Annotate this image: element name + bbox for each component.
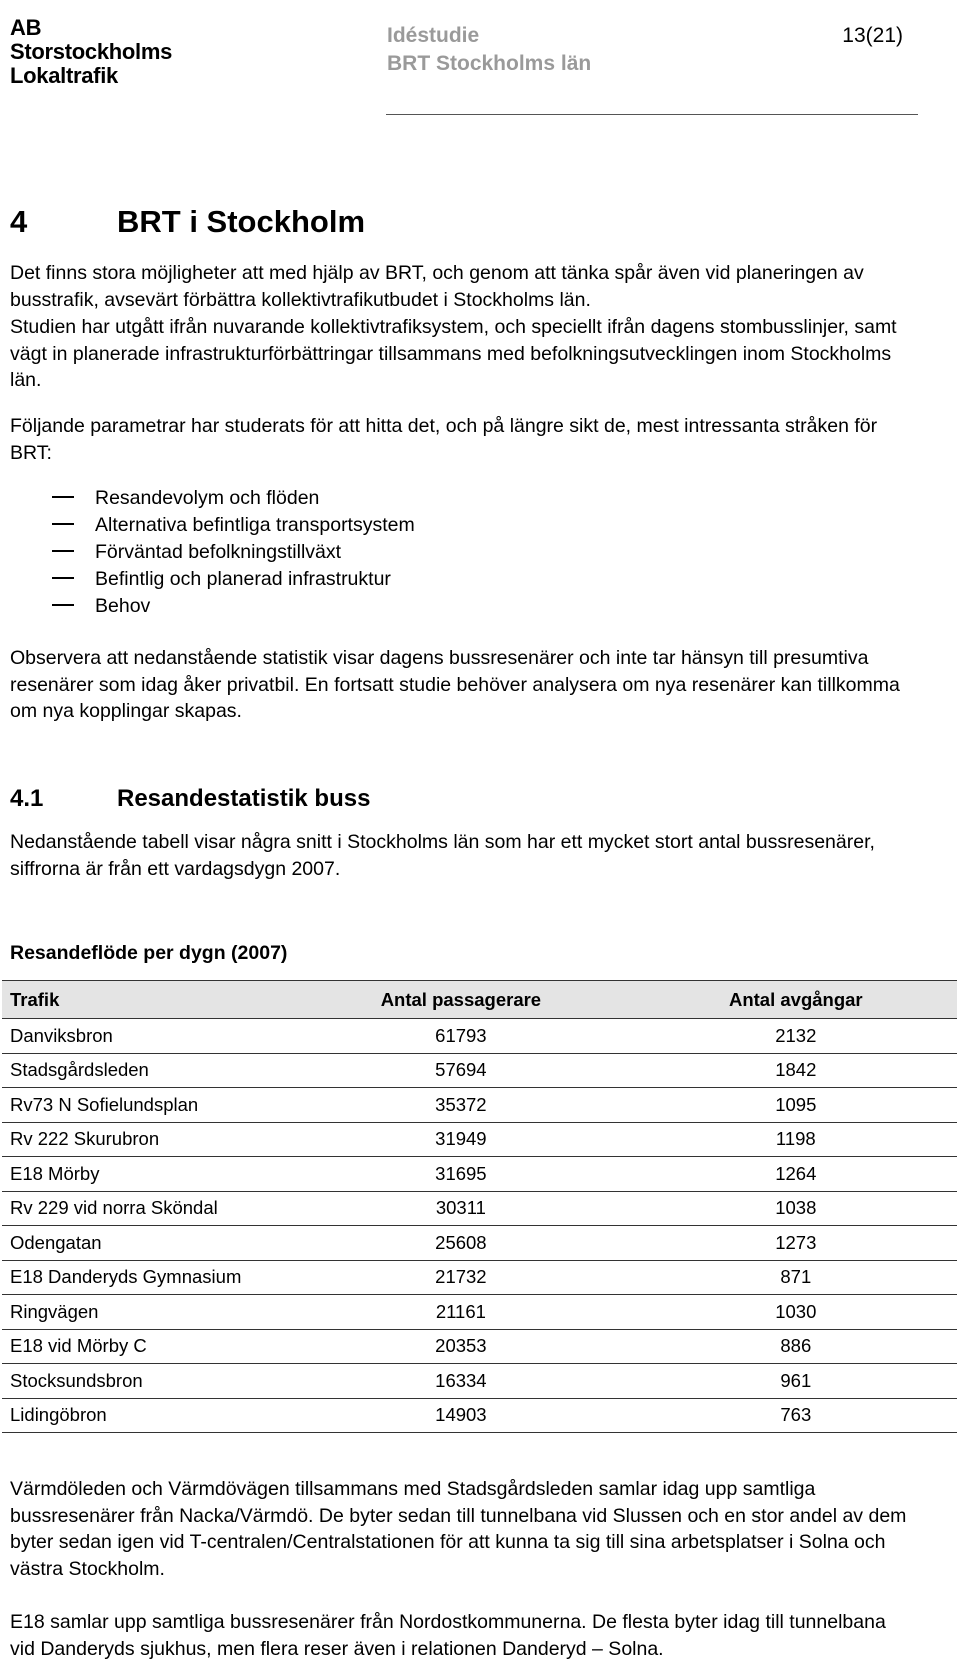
section-number: 4 (10, 204, 28, 239)
column-header: Antal avgångar (635, 981, 957, 1019)
table-cell: Rv 222 Skurubron (2, 1122, 287, 1157)
table-cell: 1264 (635, 1157, 957, 1192)
table-row (2, 1329, 957, 1364)
table-row (2, 1295, 957, 1330)
table-row (2, 1053, 957, 1088)
table-cell: 1198 (635, 1122, 957, 1157)
logo-line: Lokaltrafik (10, 63, 118, 88)
table-row (2, 1088, 957, 1123)
table-cell: Rv 229 vid norra Sköndal (2, 1191, 287, 1226)
table-cell: Lidingöbron (2, 1398, 287, 1433)
paragraph: E18 samlar upp samtliga bussresenärer från Nordostkommunerna. De flesta byter idag till tunnelbana vid Danderyds sjukhus, men flera reser även i relationen Danderyd – Solna. (10, 1611, 886, 1660)
table-cell: Odengatan (2, 1226, 287, 1261)
paragraph: Observera att nedanstående statistik visar dagens bussresenärer och inte tar hänsyn till presumtiva resenärer som idag åker privatbil. En fortsatt studie behöver analysera om nya resenärer kan tillkomma om nya kopplingar skapas. (10, 647, 900, 722)
list-item: Behov (95, 595, 151, 617)
list-item: Förväntad befolkningstillväxt (95, 541, 342, 563)
table-cell: 1273 (635, 1226, 957, 1261)
table-cell: 21732 (287, 1260, 634, 1295)
table-row (2, 1226, 957, 1261)
table-cell: 16334 (287, 1364, 634, 1399)
table-caption: Resandeflöde per dygn (2007) (10, 942, 288, 964)
logo-line: AB (10, 15, 42, 40)
table-cell: 1030 (635, 1295, 957, 1330)
doc-subtitle: BRT Stockholms län (387, 52, 592, 75)
table-row (2, 1364, 957, 1399)
table-row (2, 1260, 957, 1295)
table-cell: 30311 (287, 1191, 634, 1226)
table-row (2, 1019, 957, 1054)
table-header-row (2, 981, 957, 1019)
section-title: BRT i Stockholm (117, 204, 366, 239)
table-cell: 886 (635, 1329, 957, 1364)
paragraph: Studien har utgått ifrån nuvarande kollektivtrafiksystem, och speciellt ifrån dagens stombusslinjer, samt vägt in planerade infrastrukturförbättringar tillsammans med befolkningsutvecklingen inom Stockholms län. (10, 316, 897, 391)
subsection-number: 4.1 (10, 785, 44, 812)
table-row (2, 1191, 957, 1226)
table-row (2, 1157, 957, 1192)
table-cell: E18 Mörby (2, 1157, 287, 1192)
table-cell: 1038 (635, 1191, 957, 1226)
table-cell: 2132 (635, 1019, 957, 1054)
table-cell: 20353 (287, 1329, 634, 1364)
doc-title: Idéstudie (387, 24, 480, 47)
subsection-heading (10, 783, 370, 815)
table-cell: Rv73 N Sofielundsplan (2, 1088, 287, 1123)
table-cell: Stadsgårdsleden (2, 1053, 287, 1088)
column-header: Trafik (2, 981, 287, 1019)
table-cell: 35372 (287, 1088, 634, 1123)
table-cell: Stocksundsbron (2, 1364, 287, 1399)
paragraph: Följande parametrar har studerats för att hitta det, och på längre sikt de, mest intressanta stråken för BRT: (10, 415, 878, 464)
section-heading (10, 202, 365, 242)
table-cell: 1095 (635, 1088, 957, 1123)
company-logo (10, 16, 172, 88)
table-cell: Danviksbron (2, 1019, 287, 1054)
document-header-title (387, 22, 591, 78)
table-cell: 21161 (287, 1295, 634, 1330)
passenger-flow-table (2, 980, 957, 1433)
header-divider (386, 114, 918, 115)
table-cell: 31695 (287, 1157, 634, 1192)
list-item: Resandevolym och flöden (95, 487, 320, 509)
list-item: Befintlig och planerad infrastruktur (95, 568, 391, 590)
logo-line: Storstockholms (10, 39, 173, 64)
table-row (2, 1122, 957, 1157)
page-number: 13(21) (842, 24, 903, 47)
table-row (2, 1398, 957, 1433)
subsection-title: Resandestatistik buss (117, 785, 371, 812)
parameter-list (52, 485, 415, 620)
column-header: Antal passagerare (287, 981, 634, 1019)
table-cell: 1842 (635, 1053, 957, 1088)
table-cell: 25608 (287, 1226, 634, 1261)
paragraph: Nedanstående tabell visar några snitt i Stockholms län som har ett mycket stort antal bussresenärer, siffrorna är från ett vardagsdygn 2007. (10, 831, 875, 880)
table-cell: Ringvägen (2, 1295, 287, 1330)
table-cell: 14903 (287, 1398, 634, 1433)
paragraph: Det finns stora möjligheter att med hjälp av BRT, och genom att tänka spår även vid planeringen av busstrafik, avsevärt förbättra kollektivtrafikutbudet i Stockholms län. (10, 262, 864, 311)
table-cell: E18 Danderyds Gymnasium (2, 1260, 287, 1295)
table-cell: 871 (635, 1260, 957, 1295)
table-cell: 961 (635, 1364, 957, 1399)
paragraph: Värmdöleden och Värmdövägen tillsammans med Stadsgårdsleden samlar idag upp samtliga bussresenärer från Nacka/Värmdö. De byter sedan till tunnelbana vid Slussen och en stor andel av dem byter sedan igen vid T-centralen/Centralstationen för att kunna ta sig till sina arbetsplatser i Solna och västra Stockholm. (10, 1478, 907, 1580)
table-cell: 31949 (287, 1122, 634, 1157)
list-item: Alternativa befintliga transportsystem (95, 514, 415, 536)
table-cell: 57694 (287, 1053, 634, 1088)
table-cell: 763 (635, 1398, 957, 1433)
table-cell: E18 vid Mörby C (2, 1329, 287, 1364)
table-cell: 61793 (287, 1019, 634, 1054)
